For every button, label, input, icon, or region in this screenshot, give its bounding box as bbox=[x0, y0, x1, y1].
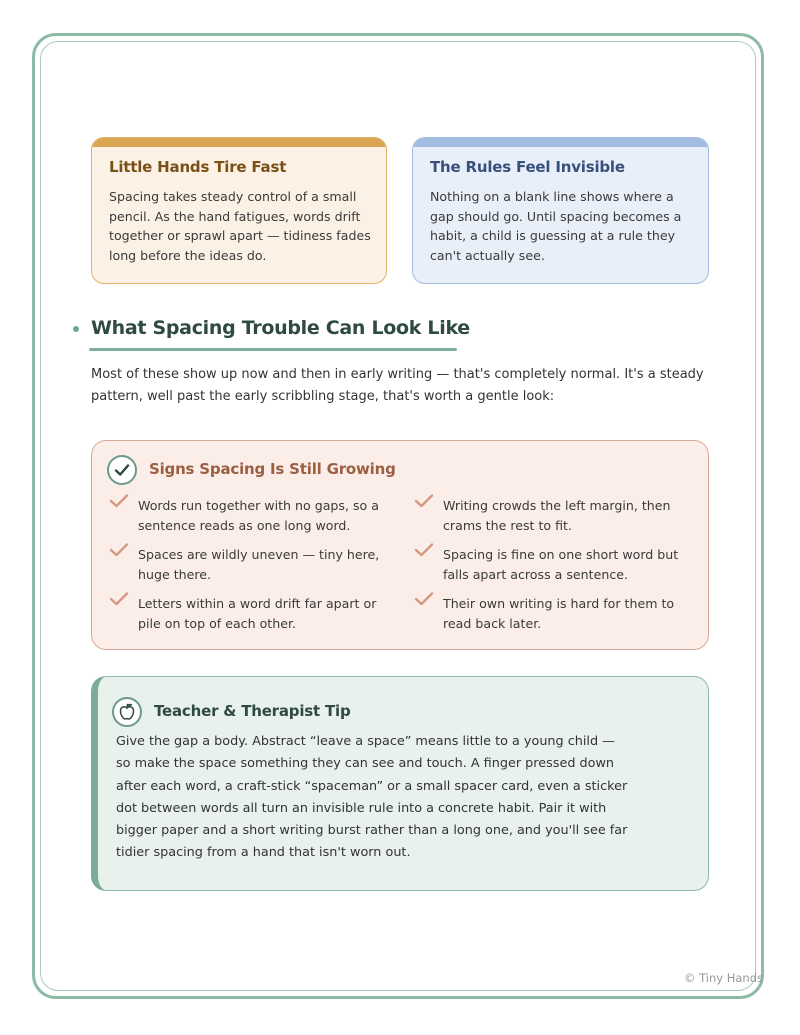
check-circle-icon bbox=[107, 455, 137, 485]
card-accent-bar bbox=[92, 138, 386, 147]
card-title: The Rules Feel Invisible bbox=[430, 158, 625, 176]
card-little-hands bbox=[91, 137, 387, 284]
check-mark-icon bbox=[109, 493, 129, 509]
check-mark-icon bbox=[109, 542, 129, 558]
signs-card bbox=[91, 440, 709, 650]
signs-title: Signs Spacing Is Still Growing bbox=[149, 460, 396, 478]
tip-text: Give the gap a body. Abstract “leave a space” means little to a young child — so make the space something they can see and touch. A finger pressed down after each word, a craft-stick “spaceman” or a small spacer card, even a sticker dot between words all turn an invisible rule into a concrete habit. Pair it with bigger paper and a short writing burst rather than a long one, and you'll see far tidier spacing from a hand that isn't worn out. bbox=[116, 734, 628, 861]
sign-text: Words run together with no gaps, so a sentence reads as one long word. bbox=[138, 498, 379, 533]
section-title: What Spacing Trouble Can Look Like bbox=[91, 317, 470, 339]
card-text: Spacing takes steady control of a small pencil. As the hand fatigues, words drift together or sprawl apart — tidiness fades long before the ideas do. bbox=[109, 189, 371, 264]
sign-text: Spacing is fine on one short word but falls apart across a sentence. bbox=[443, 547, 679, 582]
check-mark-icon bbox=[414, 542, 434, 558]
card-accent-bar bbox=[413, 138, 708, 147]
tip-title: Teacher & Therapist Tip bbox=[154, 702, 351, 720]
sign-text: Their own writing is hard for them to read back later. bbox=[443, 596, 675, 631]
sign-text: Letters within a word drift far apart or pile on top of each other. bbox=[138, 596, 377, 631]
card-title: Little Hands Tire Fast bbox=[109, 158, 287, 176]
check-mark-icon bbox=[414, 493, 434, 509]
apple-icon bbox=[112, 697, 142, 727]
sign-text: Writing crowds the left margin, then crams the rest to fit. bbox=[443, 498, 671, 533]
footer-copyright: © Tiny Hands bbox=[683, 971, 763, 985]
section-intro: Most of these show up now and then in early writing — that's completely normal. It's a steady pattern, well past the early scribbling stage, that's worth a gentle look: bbox=[91, 367, 704, 404]
section-bullet bbox=[73, 326, 79, 332]
tip-card bbox=[91, 676, 709, 891]
check-mark-icon bbox=[414, 591, 434, 607]
check-mark-icon bbox=[109, 591, 129, 607]
card-text: Nothing on a blank line shows where a gap should go. Until spacing becomes a habit, a child is guessing at a rule they can't actually see. bbox=[430, 189, 682, 264]
section-underline bbox=[89, 348, 457, 351]
card-rules-invisible bbox=[412, 137, 709, 284]
sign-text: Spaces are wildly uneven — tiny here, huge there. bbox=[138, 547, 380, 582]
